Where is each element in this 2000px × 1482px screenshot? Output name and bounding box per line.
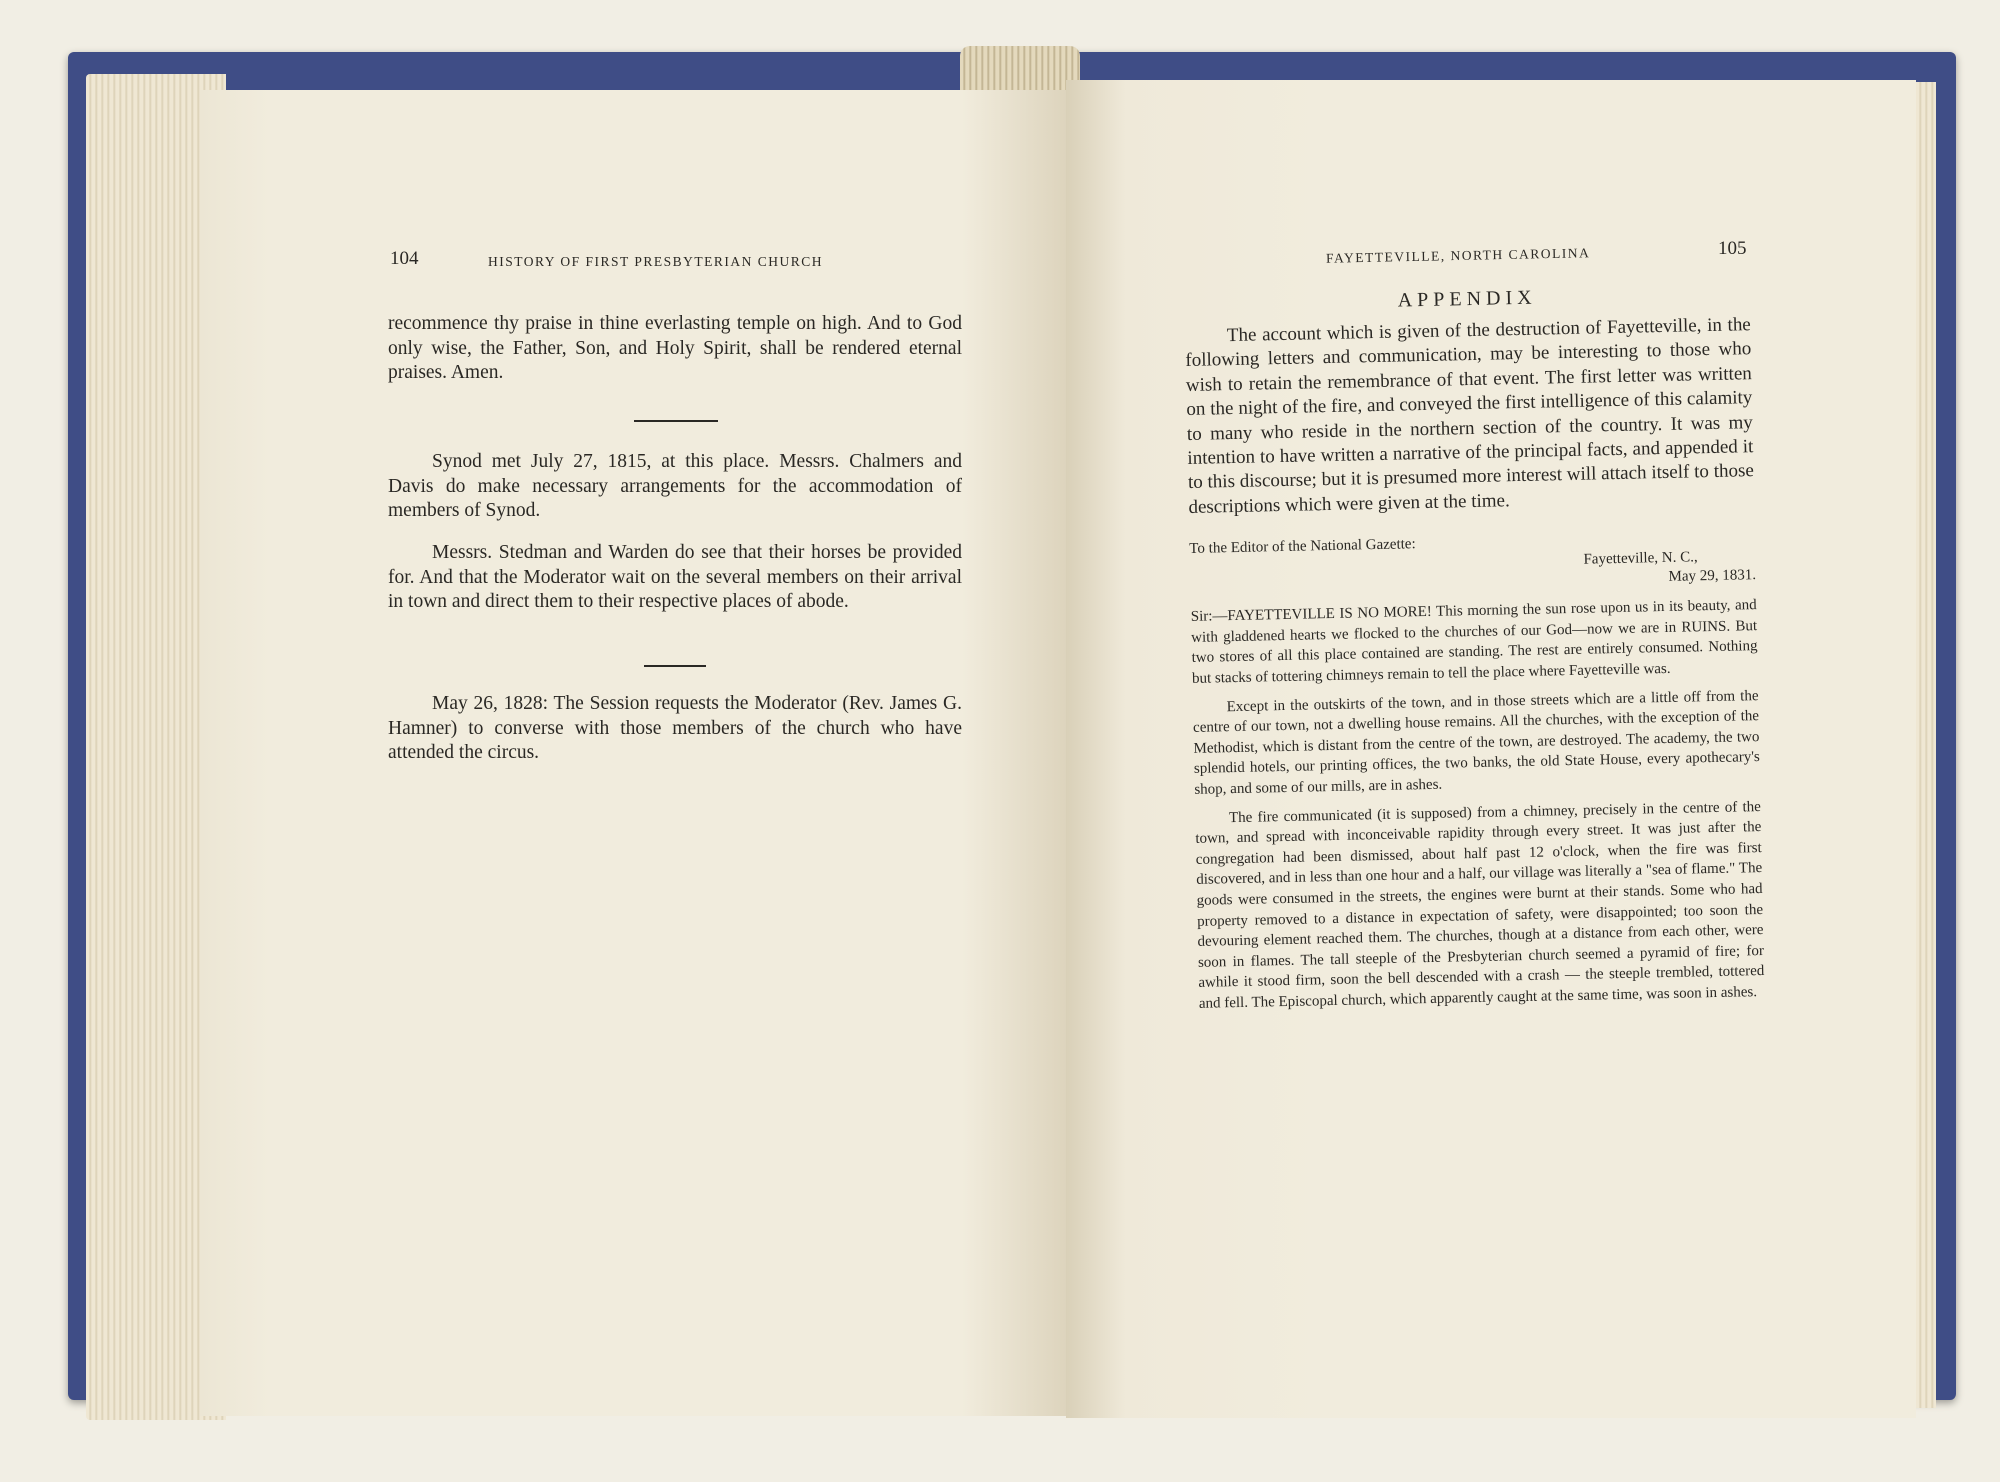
letter-paragraph-3: The fire communicated (it is supposed) from a chimney, precisely in the centre of the town, and spread with inconceivable rapidity through every street. It was just after the congregation had been dismissed, about half past 12 o'clock, when the fire was first discovered, and in less than one hour and a half, our village was literally a "sea of flame." The goods were consumed in the streets, the engines were burnt at their stands. Some who had property removed to a distance in expectation of safety, were disappointed; too soon the devouring element reached them. The churches, though at a distance from each other, were soon in flames. The tall steeple of the Presbyterian church seemed a pyramid of fire; for awhile it stood firm, soon the bell descended with a crash — the steeple trembled, tottered and fell. The Episcopal church, which apparently caught at the same time, was soon in ashes. <box>1195 798 1765 1012</box>
left-page-number: 104 <box>390 248 419 269</box>
left-paragraph-4: May 26, 1828: The Session requests the Moderator (Rev. James G. Hamner) to converse with those members of the church who have attended the circus. <box>388 693 962 763</box>
appendix-heading: APPENDIX <box>1397 286 1537 312</box>
right-page <box>1066 80 1916 1418</box>
right-running-head: FAYETTEVILLE, NORTH CAROLINA <box>1325 245 1591 266</box>
right-column <box>1184 282 1765 1014</box>
left-paragraph-1: recommence thy praise in thine everlasting temple on high. And to God only wise, the Father, Son, and Holy Spirit, shall be rendered eternal praises. Amen. <box>388 313 962 383</box>
section-divider <box>644 665 706 667</box>
right-page-number: 105 <box>1718 238 1747 259</box>
letter-paragraph-2: Except in the outskirts of the town, and in those streets which are a little off from the centre of our town, not a dwelling house remains. All the churches, with the exception of the Methodist, which is distant from the centre of the town, are destroyed. The academy, the two splendid hotels, our printing offices, the two banks, the old State House, every apothecary's shop, and some of our mills, are in ashes. <box>1192 687 1760 798</box>
appendix-intro: The account which is given of the destruction of Fayetteville, in the following letters and communication, may be interesting to those who wish to retain the remembrance of that event. The first letter was written on the night of the fire, and conveyed the first intelligence of this calamity to many who reside in the northern section of the country. It was my intention to have written a narrative of the principal facts, and appended it to this discourse; but it is presumed more interest will attach itself to those descriptions which were given at the time. <box>1185 314 1755 518</box>
book-spine <box>960 46 1080 90</box>
letter-address: To the Editor of the National Gazette: <box>1189 536 1416 558</box>
section-divider <box>634 420 718 422</box>
letter-paragraph-1: Sir:—FAYETTEVILLE IS NO MORE! This morning the sun rose upon us in its beauty, and with gladdened hearts we flocked to the churches of our God—now we are in RUINS. But two stores of all this place contained are standing. The rest are entirely consumed. Nothing but stacks of tottering chimneys remain to tell the place where Fayetteville was. <box>1190 597 1758 687</box>
left-paragraph-2: Synod met July 27, 1815, at this place. Messrs. Chalmers and Davis do make necessary arrangements for the accommodation of members of Synod. <box>388 451 962 521</box>
left-page <box>200 90 1066 1416</box>
letter-date: May 29, 1831. <box>1668 567 1757 586</box>
letter-place: Fayetteville, N. C., <box>1583 549 1698 568</box>
left-paragraph-3: Messrs. Stedman and Warden do see that their horses be provided for. And that the Moderator wait on the several members on their arrival in town and direct them to their respective places of abode. <box>388 542 962 612</box>
left-running-head: HISTORY OF FIRST PRESBYTERIAN CHURCH <box>488 254 824 269</box>
